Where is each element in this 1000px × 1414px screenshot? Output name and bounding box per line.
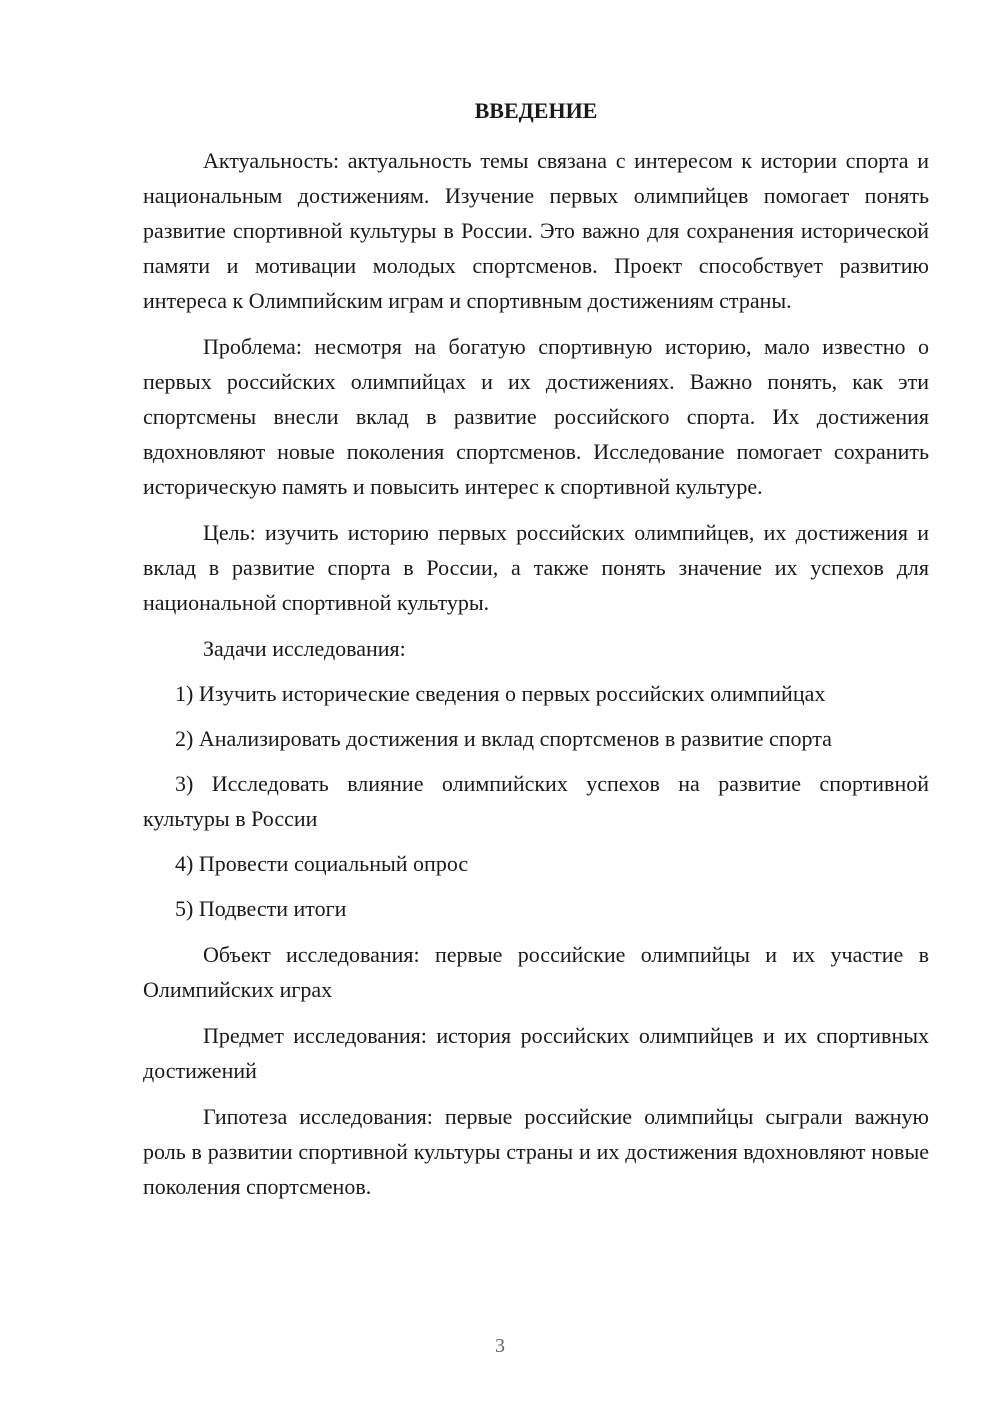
task-item: 2) Анализировать достижения и вклад спортсменов в развитие спорта <box>175 726 832 751</box>
page-number: 3 <box>495 1335 505 1357</box>
document-body <box>143 143 929 1204</box>
task-item: 3) Исследовать влияние олимпийских успехов на развитие спортивной культуры в России <box>143 771 929 831</box>
goal-paragraph: Цель: изучить историю первых российских олимпийцев, их достижения и вклад в развитие спорта в России, а также понять значение их успехов для национальной спортивной культуры. <box>143 520 929 615</box>
task-item: 4) Провести социальный опрос <box>175 851 469 876</box>
task-item: 5) Подвести итоги <box>175 896 347 921</box>
task-item: 1) Изучить исторические сведения о первых российских олимпийцах <box>175 681 826 706</box>
page-title: ВВЕДЕНИЕ <box>474 98 598 123</box>
subject-paragraph: Предмет исследования: история российских олимпийцев и их спортивных достижений <box>143 1023 929 1083</box>
problem-paragraph: Проблема: несмотря на богатую спортивную историю, мало известно о первых российских олимпийцах и их достижениях. Важно понять, как эти спортсмены внесли вклад в развитие российского спорта. Их достижения вдохновляют новые поколения спортсменов. Исследование помогает сохранить историческую память и повысить интерес к спортивной культуре. <box>143 334 929 499</box>
tasks-heading: Задачи исследования: <box>203 636 406 661</box>
hypothesis-paragraph: Гипотеза исследования: первые российские олимпийцы сыграли важную роль в развитии спортивной культуры страны и их достижения вдохновляют новые поколения спортсменов. <box>143 1104 929 1199</box>
tasks-list <box>143 676 929 926</box>
object-paragraph: Объект исследования: первые российские олимпийцы и их участие в Олимпийских играх <box>143 942 929 1002</box>
relevance-paragraph: Актуальность: актуальность темы связана с интересом к истории спорта и национальным достижениям. Изучение первых олимпийцев помогает понять развитие спортивной культуры в России. Это важно для сохранения исторической памяти и мотивации молодых спортсменов. Проект способствует развитию интереса к Олимпийским играм и спортивным достижениям страны. <box>143 148 929 313</box>
